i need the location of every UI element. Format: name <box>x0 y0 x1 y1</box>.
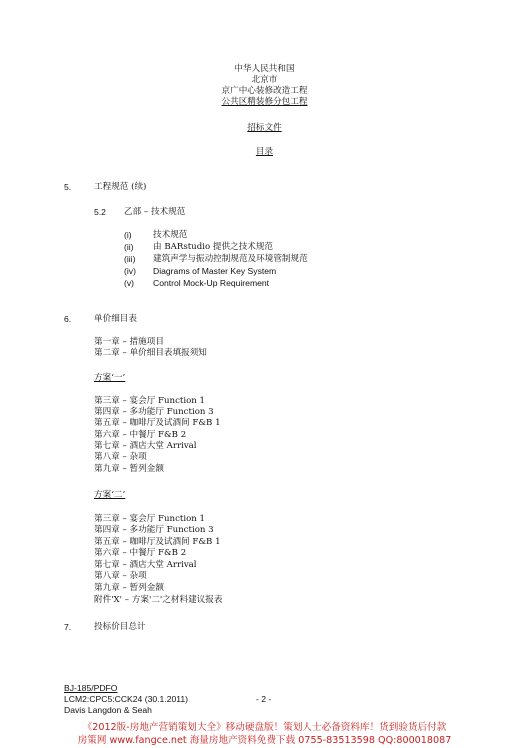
chapter-item: 第三章 – 宴会厅 Function 1 <box>94 396 206 406</box>
chapter-item: 第四章 – 多功能厅 Function 3 <box>94 407 214 417</box>
section-6-number: 6. <box>64 314 72 324</box>
footer-company: Davis Langdon & Seah <box>64 705 152 715</box>
header-country: 中华人民共和国 <box>234 64 295 74</box>
header-subproject: 公共区精装修分包工程 <box>221 97 308 107</box>
section-6-title: 单价细目表 <box>94 314 137 324</box>
spec-item: Diagrams of Master Key System <box>153 266 277 276</box>
spec-item: 技术规范 <box>153 230 188 240</box>
section-7-title: 投标价目总计 <box>94 622 146 632</box>
chapter-item: 第五章 – 咖啡厅及试酒间 F&B 1 <box>94 537 221 547</box>
chapter-item: 第八章 – 杂项 <box>94 452 147 462</box>
item-roman: (v) <box>124 278 135 288</box>
chapter-item: 第七章 – 酒店大堂 Arrival <box>94 441 197 451</box>
spec-item: 建筑声学与振动控制规范及环境管制规范 <box>153 254 308 264</box>
document-title: 招标文件 <box>247 123 282 133</box>
item-roman: (ii) <box>124 242 134 252</box>
ad-banner-line-1: 《2012版-房地产营销策划大全》移动硬盘版！策划人士必备资料库！货到验货后付款 <box>82 722 447 733</box>
item-roman: (iv) <box>124 266 136 276</box>
chapter-item: 第九章 – 暂列金额 <box>94 464 164 474</box>
section-5-number: 5. <box>64 182 72 192</box>
footer-page-number: - 2 - <box>256 694 272 704</box>
spec-item: 由 BARstudio 提供之技术规范 <box>153 242 274 252</box>
contents-heading: 目录 <box>255 147 274 157</box>
section-5-2-number: 5.2 <box>94 207 106 217</box>
appendix-item: 附件'X' – 方案'二'之材料建议报表 <box>94 595 223 605</box>
spec-item: Control Mock-Up Requirement <box>153 278 270 288</box>
chapter-item: 第二章 – 单价细目表填报须知 <box>94 348 207 358</box>
footer-reference: LCM2:CPC5:CCK24 (30.1.2011) <box>64 694 189 704</box>
chapter-item: 第三章 – 宴会厅 Function 1 <box>94 514 206 524</box>
chapter-item: 第九章 – 暂列金额 <box>94 583 164 593</box>
item-roman: (iii) <box>124 254 136 264</box>
chapter-item: 第五章 – 咖啡厅及试酒间 F&B 1 <box>94 418 221 428</box>
option-1-title: 方案‘一’ <box>94 373 126 383</box>
chapter-item: 第七章 – 酒店大堂 Arrival <box>94 560 197 570</box>
item-roman: (i) <box>124 230 132 240</box>
section-5-2-title: 乙部 – 技术规范 <box>124 207 186 217</box>
chapter-item: 第八章 – 杂项 <box>94 571 147 581</box>
chapter-item: 第四章 – 多功能厅 Function 3 <box>94 525 214 535</box>
header-project: 京广中心装修改造工程 <box>221 86 308 96</box>
chapter-item: 第六章 – 中餐厅 F&B 2 <box>94 548 187 558</box>
footer-doc-code: BJ-185/PDFO <box>64 683 118 693</box>
ad-banner-line-2: 房策网 www.fangce.net 海量房地产资料免费下载 0755-83513598 QQ:800018087 <box>77 735 452 746</box>
chapter-item: 第六章 – 中餐厅 F&B 2 <box>94 430 187 440</box>
option-2-title: 方案‘二’ <box>94 490 126 500</box>
section-5-title: 工程规范 (续) <box>94 182 147 192</box>
section-7-number: 7. <box>64 622 72 632</box>
chapter-item: 第一章 – 措施项目 <box>94 337 164 347</box>
header-city: 北京市 <box>251 75 278 85</box>
